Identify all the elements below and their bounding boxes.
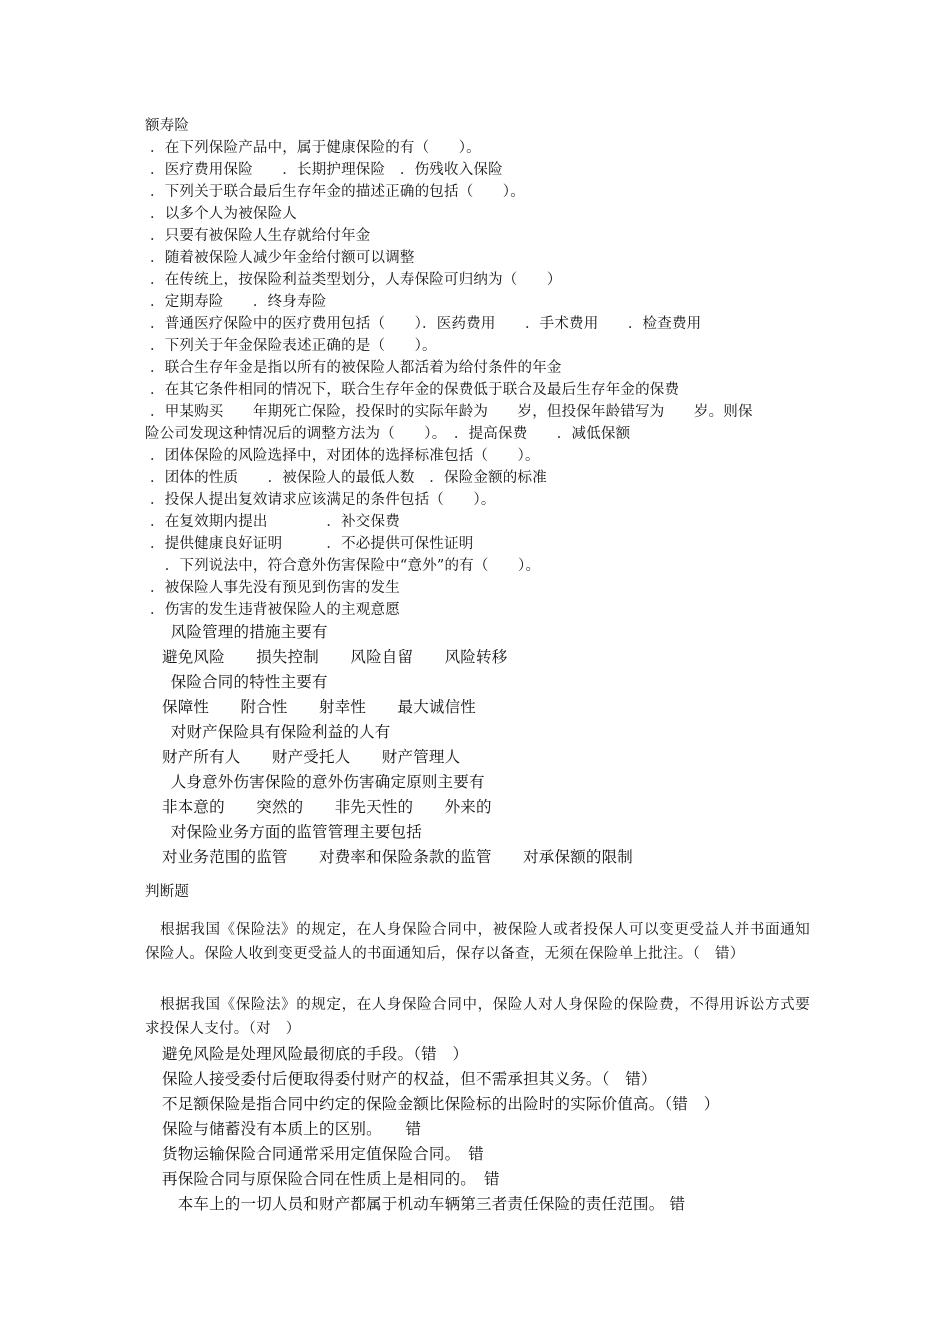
option-line: ．被保险人事先没有预见到伤害的发生: [150, 580, 400, 596]
option-line: ．联合生存年金是指以所有的被保险人都活着为给付条件的年金: [150, 360, 562, 376]
qa-question: 对保险业务方面的监管管理主要包括: [155, 823, 422, 841]
judge-line: 货物运输保险合同通常采用定值保险合同。 错: [162, 1145, 484, 1163]
qa-answer: 避免风险 损失控制 风险自留 风险转移: [162, 648, 508, 666]
text-line: 额寿险: [145, 118, 190, 134]
question-line: ．下列说法中，符合意外伤害保险中“意外”的有（ ）。: [150, 558, 541, 574]
question-line: ．投保人提出复效请求应该满足的条件包括（ ）。: [150, 492, 496, 508]
option-line: ．只要有被保险人生存就给付年金: [150, 228, 371, 244]
question-line: ．普通医疗保险中的医疗费用包括（ ）．医药费用 ．手术费用 ．检查费用: [150, 316, 702, 332]
option-line: ．随着被保险人减少年金给付额可以调整: [150, 250, 415, 266]
option-line: ．提供健康良好证明 ．不必提供可保性证明: [150, 536, 474, 552]
question-line: ．在传统上，按保险利益类型划分，人寿保险可归纳为（ ）: [150, 272, 562, 288]
question-line: ．下列关于年金保险表述正确的是（ ）。: [150, 338, 437, 354]
question-line: ．在下列保险产品中，属于健康保险的有（ ）。: [150, 140, 481, 156]
question-line: ．团体保险的风险选择中，对团体的选择标准包括（ ）。: [150, 448, 540, 464]
option-line: ．医疗费用保险 ．长期护理保险 ．伤残收入保险: [150, 162, 503, 178]
qa-answer: 保障性 附合性 射幸性 最大诚信性: [162, 698, 477, 716]
judge-line: 保险与储蓄没有本质上的区别。 错: [162, 1120, 422, 1138]
qa-question: 对财产保险具有保险利益的人有: [155, 723, 391, 741]
qa-question: 人身意外伤害保险的意外伤害确定原则主要有: [155, 773, 485, 791]
question-line: ．下列关于联合最后生存年金的描述正确的包括（ ）。: [150, 184, 525, 200]
judge-paragraph: 根据我国《保险法》的规定，在人身保险合同中，被保险人或者投保人可以变更受益人并书面通知保险人。保险人收到变更受益人的书面通知后，保存以备查，无须在保险单上批注。（ 错）: [145, 922, 810, 962]
section-heading: 判断题: [145, 884, 190, 900]
qa-answer: 财产所有人 财产受托人 财产管理人: [162, 748, 461, 766]
option-line: ．以多个人为被保险人: [150, 206, 297, 222]
qa-answer: 非本意的 突然的 非先天性的 外来的: [162, 798, 492, 816]
judge-line: 本车上的一切人员和财产都属于机动车辆第三者责任保险的责任范围。 错: [162, 1195, 686, 1213]
option-line: ．定期寿险 ．终身寿险: [150, 294, 327, 310]
judge-line: 保险人接受委付后便取得委付财产的权益，但不需承担其义务。（ 错）: [162, 1070, 657, 1088]
question-line: ．甲某购买 年期死亡保险，投保时的实际年龄为 岁，但投保年龄错写为 岁。则保: [150, 404, 753, 420]
qa-answer: 对业务范围的监管 对费率和保险条款的监管 对承保额的限制: [162, 848, 634, 866]
option-line: ．团体的性质 ．被保险人的最低人数 ．保险金额的标准: [150, 470, 547, 486]
qa-question: 保险合同的特性主要有: [155, 673, 328, 691]
option-line: ．伤害的发生违背被保险人的主观意愿: [150, 602, 400, 618]
judge-line: 避免风险是处理风险最彻底的手段。（错 ）: [162, 1045, 469, 1063]
judge-paragraph: 根据我国《保险法》的规定，在人身保险合同中，保险人对人身保险的保险费，不得用诉讼方式要求投保人支付。（对 ）: [145, 997, 810, 1037]
question-line: 险公司发现这种情况后的调整方法为（ ）。 ．提高保费 ．减低保额: [145, 426, 631, 442]
option-line: ．在其它条件相同的情况下，联合生存年金的保费低于联合及最后生存年金的保费: [150, 382, 680, 398]
option-line: ．在复效期内提出 ．补交保费: [150, 514, 400, 530]
judge-line: 再保险合同与原保险合同在性质上是相同的。 错: [162, 1170, 500, 1188]
qa-question: 风险管理的措施主要有: [155, 623, 328, 641]
judge-line: 不足额保险是指合同中约定的保险金额比保险标的出险时的实际价值高。（错 ）: [162, 1095, 720, 1113]
